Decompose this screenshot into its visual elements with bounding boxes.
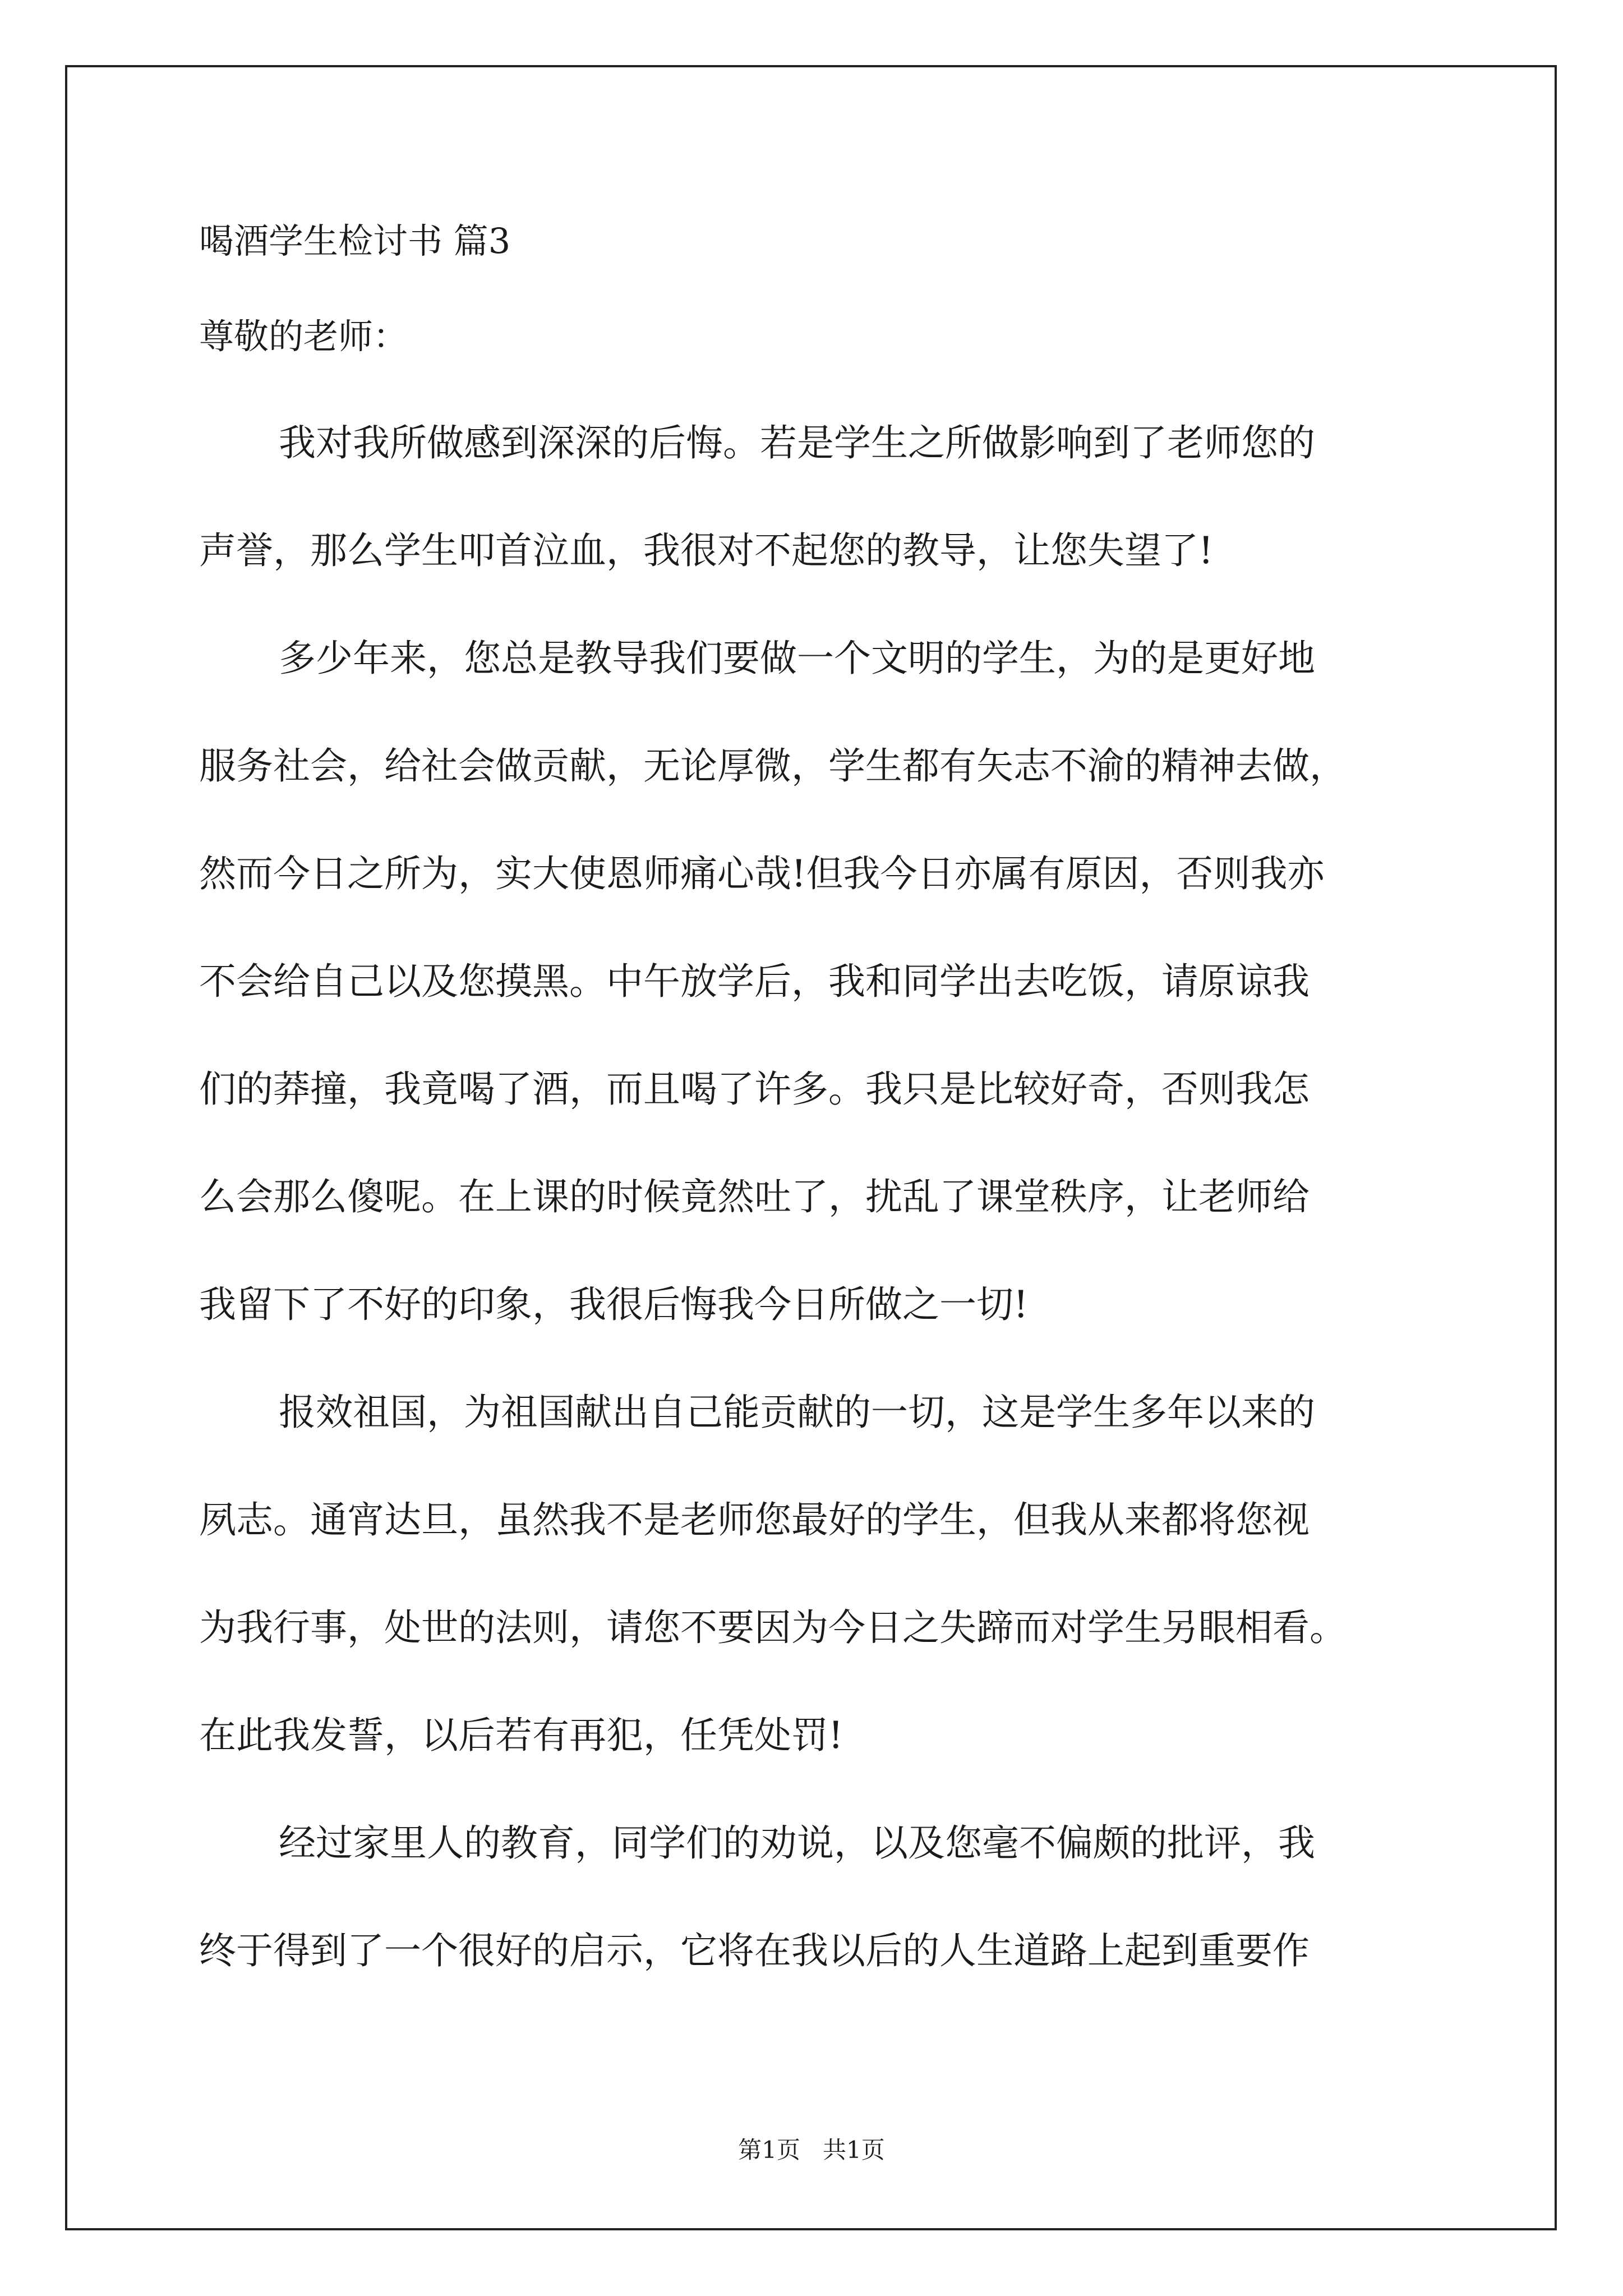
page-footer: 第1页 共1页 bbox=[738, 2136, 885, 2164]
text-line: 多少年来，您总是教导我们要做一个文明的学生，为的是更好地 bbox=[279, 637, 1315, 680]
text-line: 声誉，那么学生叩首泣血，我很对不起您的教导，让您失望了! bbox=[199, 529, 1214, 572]
text-line: 我留下了不好的印象，我很后悔我今日所做之一切! bbox=[199, 1283, 1029, 1326]
text-line: 服务社会，给社会做贡献，无论厚微，学生都有矢志不渝的精神去做， bbox=[199, 744, 1347, 788]
text-line: 经过家里人的教育，同学们的劝说，以及您毫不偏颇的批评，我 bbox=[279, 1821, 1315, 1865]
text-line: 报效祖国，为祖国献出自己能贡献的一切，这是学生多年以来的 bbox=[279, 1391, 1315, 1434]
text-line: 不会给自己以及您摸黑。中午放学后，我和同学出去吃饭，请原谅我 bbox=[199, 960, 1310, 1003]
text-line: 然而今日之所为，实大使恩师痛心哉!但我今日亦属有原因，否则我亦 bbox=[199, 852, 1325, 895]
text-line: 为我行事，处世的法则，请您不要因为今日之失蹄而对学生另眼相看。 bbox=[199, 1606, 1347, 1649]
text-line: 终于得到了一个很好的启示，它将在我以后的人生道路上起到重要作 bbox=[199, 1929, 1310, 1972]
text-line: 么会那么傻呢。在上课的时候竟然吐了，扰乱了课堂秩序，让老师给 bbox=[199, 1175, 1310, 1218]
text-line: 夙志。通宵达旦，虽然我不是老师您最好的学生，但我从来都将您视 bbox=[199, 1498, 1310, 1542]
document-body bbox=[199, 219, 1433, 2005]
letter-text bbox=[199, 389, 1433, 2005]
document-title: 喝酒学生检讨书 篇3 bbox=[199, 220, 511, 261]
text-line: 们的莽撞，我竟喝了酒，而且喝了许多。我只是比较好奇，否则我怎 bbox=[199, 1068, 1310, 1111]
text-line: 在此我发誓，以后若有再犯，任凭处罚! bbox=[199, 1714, 843, 1757]
salutation: 尊敬的老师： bbox=[199, 316, 408, 357]
text-line: 我对我所做感到深深的后悔。若是学生之所做影响到了老师您的 bbox=[279, 421, 1315, 464]
